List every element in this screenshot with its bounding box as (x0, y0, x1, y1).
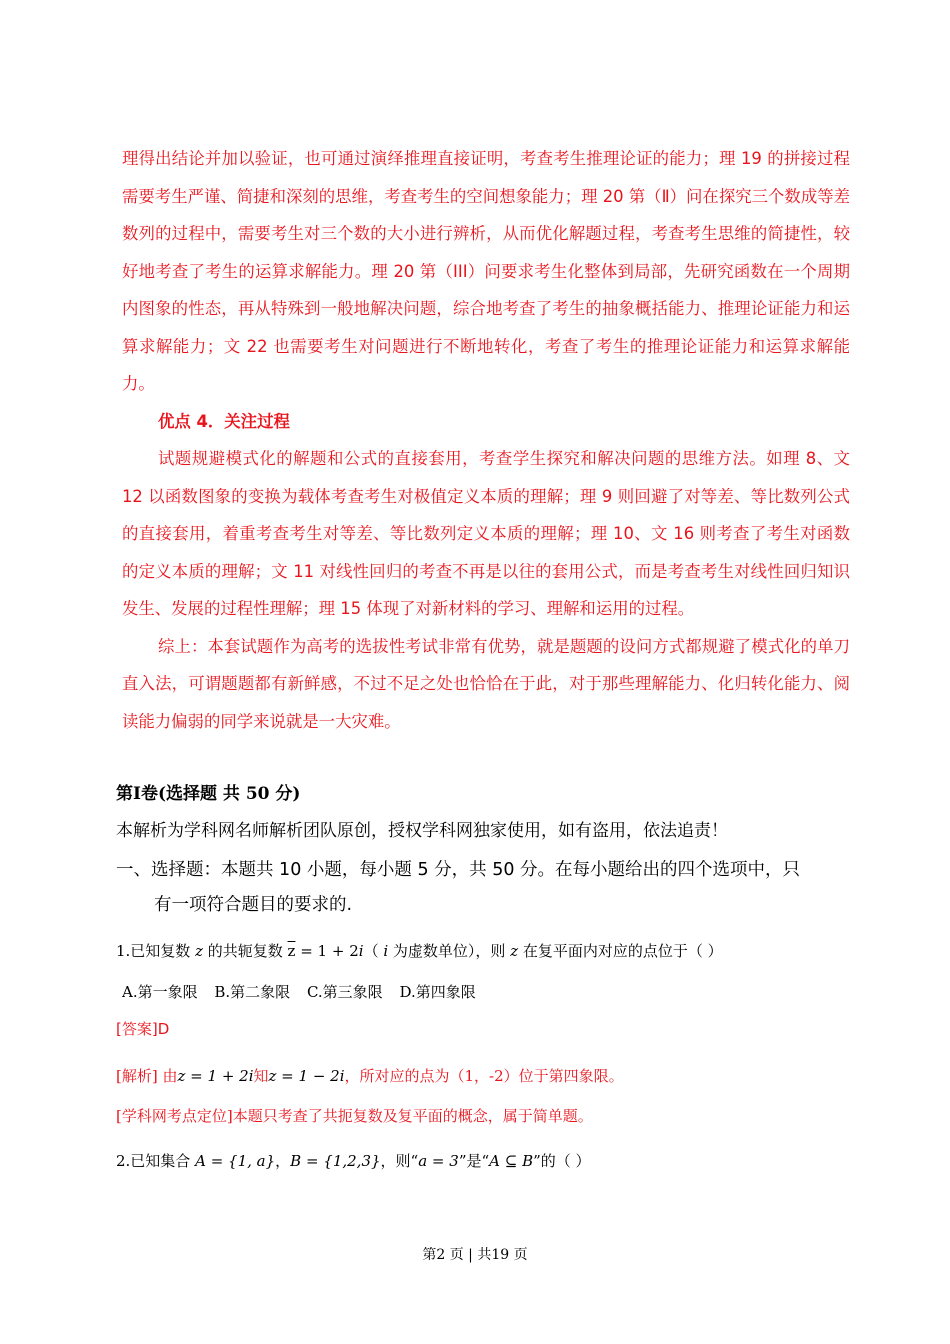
advantage-4-heading: 优点 4．关注过程 (158, 411, 290, 431)
q1-imag-unit: i (358, 942, 364, 960)
part-heading (116, 853, 840, 923)
analysis-text: 知 (253, 1067, 269, 1085)
option-b: B.第二象限 (214, 983, 291, 1001)
analysis (116, 1065, 624, 1086)
q2-relation: A ⊆ B (489, 1152, 534, 1170)
q1-text: （ (363, 942, 384, 960)
answer-label: [答案]D (116, 1020, 170, 1038)
q1-conjugate: $\overline{z}$ (287, 942, 296, 960)
section-title: 第Ⅰ卷(选择题 共 50 分) (116, 784, 301, 804)
q1-text: 为虚数单位），则 (388, 942, 511, 960)
q1-var: z (510, 942, 519, 960)
commentary-paragraph-2: 试题规避模式化的解题和公式的直接套用，考查学生探究和解决问题的思维方法。如理 8、文 12 以函数图象的变换为载体考查考生对极值定义本质的理解；理 9 则回避了对等差、等比数列公式的直接套用，着重考查考生对等差、等比数列定义本质的理解；理 10、文 16 则考查了考生对函数的定义本质的理解；文 11 对线性回归的考查不再是以往的套用公式，而是考查考生对线性回归知识发生、发展的过程性理解；理 15 体现了对新材料的学习、理解和运用的过程。 (122, 449, 850, 618)
option-a: A.第一象限 (122, 983, 198, 1001)
analysis-label: [解析] (116, 1067, 158, 1085)
knowledge-point: [学科网考点定位]本题只考查了共扼复数及复平面的概念，属于简单题。 (116, 1107, 593, 1125)
question-1 (116, 940, 723, 961)
copyright-notice: 本解析为学科网名师解析团队原创，授权学科网独家使用，如有盗用，依法追责！ (116, 821, 728, 841)
q2-text: 2.已知集合 (116, 1152, 196, 1170)
q1-text: 1.已知复数 (116, 942, 196, 960)
q2-set-b: B = {1,2,3} (290, 1152, 381, 1170)
q2-set-a: A = {1, a} (195, 1152, 276, 1170)
page-footer: 第2 页 | 共19 页 (422, 1247, 528, 1263)
option-c: C.第三象限 (306, 983, 383, 1001)
q2-text: ”的（ ） (533, 1152, 591, 1170)
analysis-text: ，所对应的点为（1，-2）位于第四象限。 (344, 1067, 624, 1085)
q2-text: ”是“ (458, 1152, 490, 1170)
q1-var: z (195, 942, 203, 960)
q1-text: 在复平面内对应的点位于（ ） (518, 942, 723, 960)
analysis-commentary (122, 140, 850, 740)
commentary-summary: 综上：本套试题作为高考的选拔性考试非常有优势，就是题题的设问方式都规避了模式化的单刀直入法，可谓题题都有新鲜感，不过不足之处也恰恰在于此，对于那些理解能力、化归转化能力、阅读能力偏弱的同学来说就是一大灾难。 (122, 636, 850, 731)
q2-text: ， (275, 1152, 291, 1170)
q1-equation: = 1 + 2 (295, 942, 359, 960)
option-d: D.第四象限 (399, 983, 476, 1001)
q2-text: ，则“ (380, 1152, 419, 1170)
question-2 (116, 1150, 591, 1171)
analysis-math: z = 1 + 2i (177, 1067, 254, 1085)
part-heading-line2: 有一项符合题目的要求的. (154, 895, 353, 915)
q1-text: 的共轭复数 (203, 942, 288, 960)
q2-condition: a = 3 (418, 1152, 459, 1170)
analysis-math: z = 1 − 2i (268, 1067, 345, 1085)
part-heading-line1: 一、选择题：本题共 10 小题，每小题 5 分，共 50 分。在每小题给出的四个选项中，只 (116, 860, 801, 880)
commentary-paragraph-1: 理得出结论并加以验证，也可通过演绎推理直接证明，考查考生推理论证的能力；理 19 的拼接过程需要考生严谨、简捷和深刻的思维，考查考生的空间想象能力；理 20 第（Ⅱ）问在探究三个数成等差数列的过程中，需要考生对三个数的大小进行辨析，从而优化解题过程，考查考生思维的简捷性，较好地考查了考生的运算求解能力。理 20 第（III）问要求考生化整体到局部，先研究函数在一个周期内图象的性态，再从特殊到一般地解决问题，综合地考查了考生的抽象概括能力、推理论证能力和运算求解能力；文 22 也需要考生对问题进行不断地转化，考查了考生的推理论证能力和运算求解能力。 (122, 149, 850, 393)
q1-imag-unit: i (383, 942, 389, 960)
question-1-options (122, 981, 488, 1002)
analysis-text: 由 (157, 1067, 178, 1085)
